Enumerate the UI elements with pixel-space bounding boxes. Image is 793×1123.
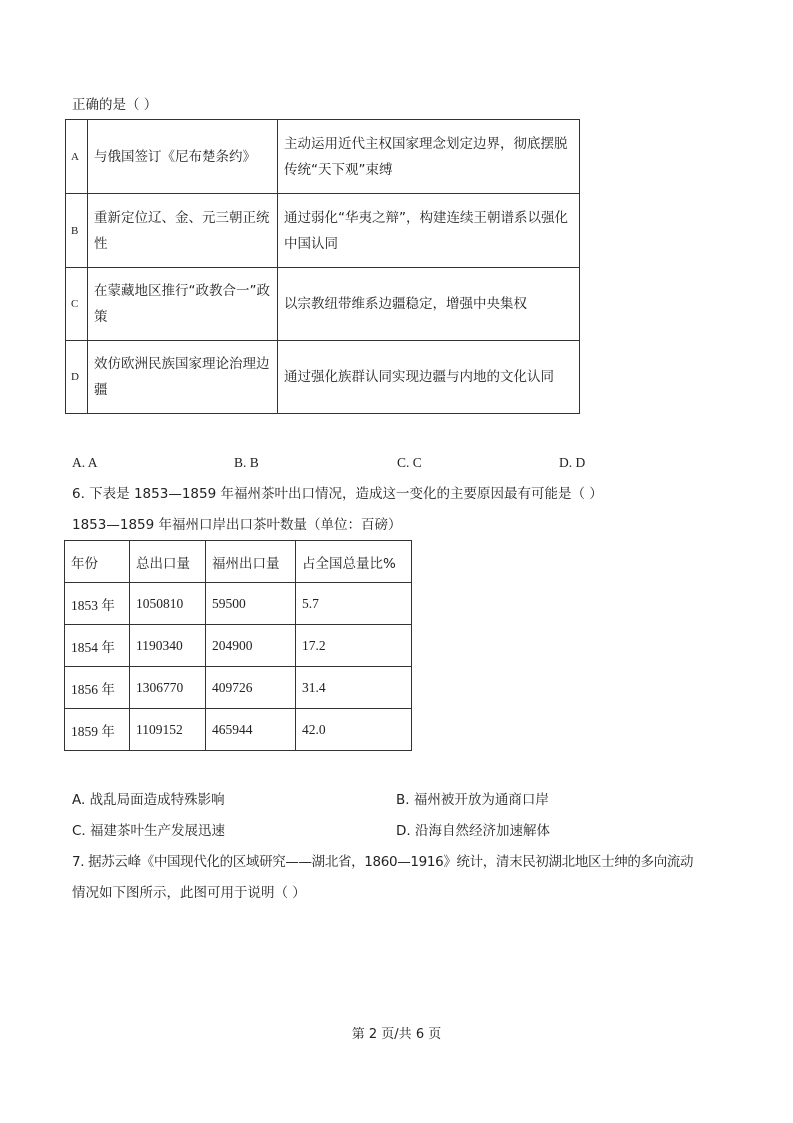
cell-share: 42.0 [296, 709, 412, 751]
cell-year: 1856 年 [65, 667, 130, 709]
row-right-cell: 主动运用近代主权国家理念划定边界，彻底摆脱传统“天下观”束缚 [278, 120, 580, 194]
cell-total: 1050810 [130, 583, 206, 625]
choice-a[interactable]: A. A [72, 455, 98, 470]
row-letter: B [66, 194, 88, 268]
row-right-cell: 以宗教纽带维系边疆稳定，增强中央集权 [278, 268, 580, 341]
cell-fuzhou: 465944 [206, 709, 296, 751]
q6-choice-b[interactable]: B. 福州被开放为通商口岸 [396, 792, 549, 808]
cell-share: 31.4 [296, 667, 412, 709]
q6-choice-d[interactable]: D. 沿海自然经济加速解体 [396, 823, 550, 839]
cell-year: 1859 年 [65, 709, 130, 751]
q6-data-table [64, 540, 412, 751]
row-right-cell: 通过弱化“华夷之辩”，构建连续王朝谱系以强化中国认同 [278, 194, 580, 268]
row-letter: D [66, 341, 88, 414]
q5-tail: 正确的是（ ） [72, 97, 158, 113]
table-row [66, 341, 580, 414]
row-letter: C [66, 268, 88, 341]
cell-fuzhou: 204900 [206, 625, 296, 667]
q6-choice-c[interactable]: C. 福建茶叶生产发展迅速 [72, 823, 226, 839]
table-row [65, 709, 412, 751]
choice-d[interactable]: D. D [559, 455, 586, 470]
table-row [65, 625, 412, 667]
row-left-cell: 在蒙藏地区推行“政教合一”政策 [88, 268, 278, 341]
page-footer: 第 2 页/共 6 页 [351, 1027, 442, 1042]
cell-year: 1854 年 [65, 625, 130, 667]
header-fuzhou: 福州出口量 [206, 541, 296, 583]
cell-share: 5.7 [296, 583, 412, 625]
table-row [66, 268, 580, 341]
cell-total: 1306770 [130, 667, 206, 709]
choice-c[interactable]: C. C [397, 455, 422, 470]
header-share: 占全国总量比% [296, 541, 412, 583]
cell-share: 17.2 [296, 625, 412, 667]
q5-option-table [65, 119, 580, 414]
q7-stem-line2: 情况如下图所示，此图可用于说明（ ） [72, 885, 306, 901]
row-left-cell: 与俄国签订《尼布楚条约》 [88, 120, 278, 194]
q7-stem-line1: 7. 据苏云峰《中国现代化的区域研究——湖北省，1860—1916》统计，清末民初湖北地区士绅的多向流动 [72, 854, 694, 870]
q6-table-caption: 1853—1859 年福州口岸出口茶叶数量（单位：百磅） [72, 517, 402, 533]
cell-fuzhou: 409726 [206, 667, 296, 709]
cell-year: 1853 年 [65, 583, 130, 625]
table-row [65, 667, 412, 709]
cell-total: 1190340 [130, 625, 206, 667]
choice-b[interactable]: B. B [234, 455, 259, 470]
cell-total: 1109152 [130, 709, 206, 751]
header-total: 总出口量 [130, 541, 206, 583]
table-row [66, 120, 580, 194]
q6-choice-a[interactable]: A. 战乱局面造成特殊影响 [72, 792, 225, 808]
q6-stem: 6. 下表是 1853—1859 年福州茶叶出口情况，造成这一变化的主要原因最有可能是（ ） [72, 486, 603, 502]
table-header-row [65, 541, 412, 583]
row-right-cell: 通过强化族群认同实现边疆与内地的文化认同 [278, 341, 580, 414]
table-row [65, 583, 412, 625]
row-letter: A [66, 120, 88, 194]
row-left-cell: 效仿欧洲民族国家理论治理边疆 [88, 341, 278, 414]
row-left-cell: 重新定位辽、金、元三朝正统性 [88, 194, 278, 268]
cell-fuzhou: 59500 [206, 583, 296, 625]
table-row [66, 194, 580, 268]
header-year: 年份 [65, 541, 130, 583]
